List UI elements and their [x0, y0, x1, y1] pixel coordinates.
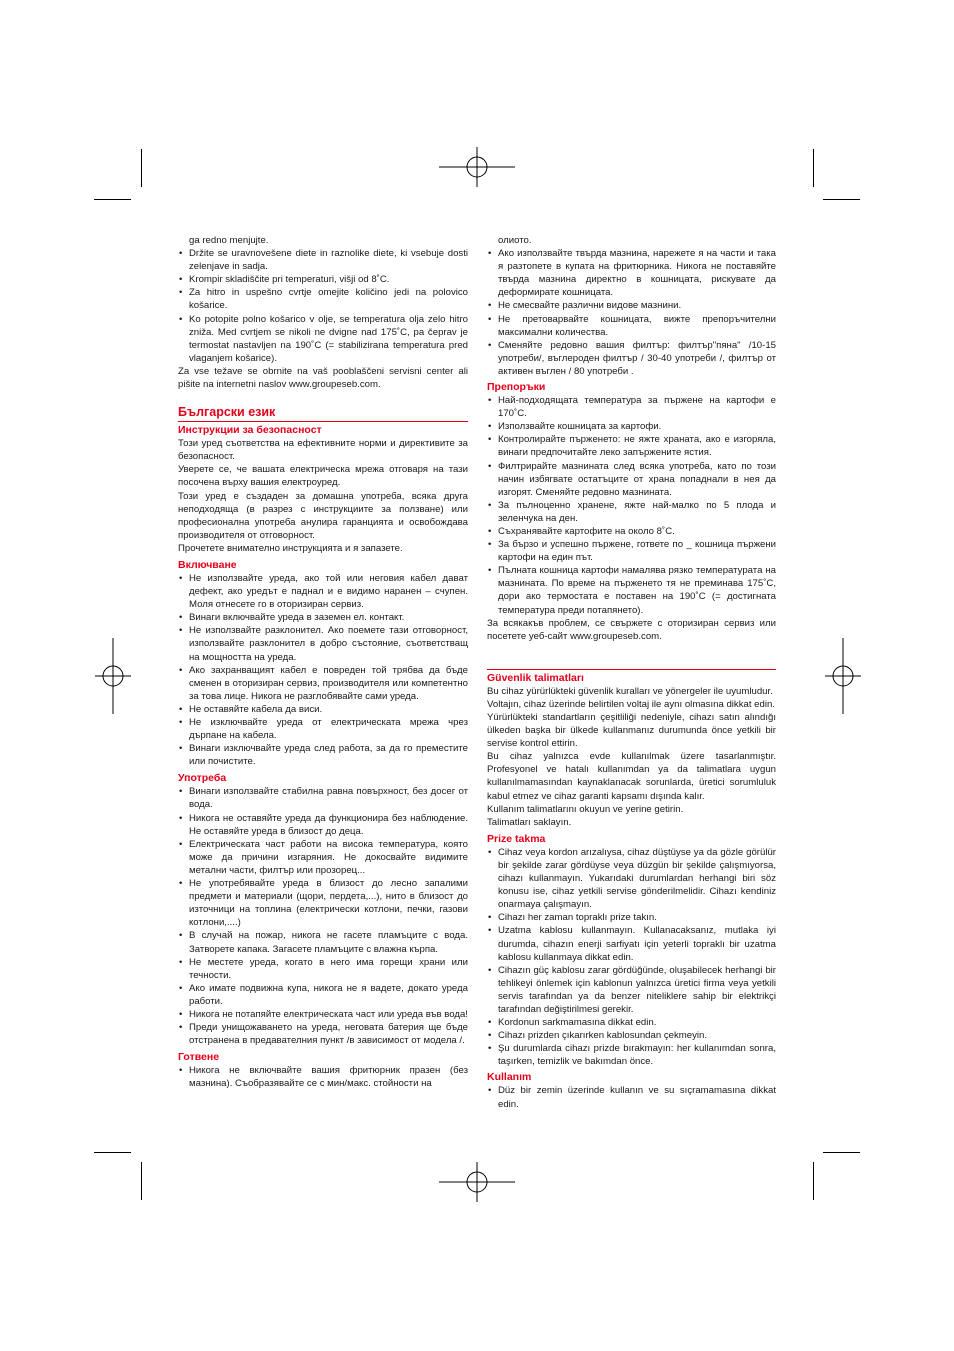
- turkish-safety-paragraphs: [487, 685, 776, 829]
- language-heading-bulgarian: Български език: [178, 405, 468, 422]
- list-item: • Не използвайте разклонител. Ако поемете тази отговорност, използвайте разклонител в добро състояние, съответстващ на мощността на уреда.: [178, 624, 468, 663]
- list-item: • Не употребявайте уреда в близост до лесно запалими предмети и материали (щори, пердета,...), нито в близост до източници на топлина (електрически котлони, печки, газови котлони,....): [178, 877, 468, 929]
- list-item: • Никога не включвайте вашия фритюрник празен (без мазнина). Съобразявайте се с мин/макс. стойности на: [178, 1064, 468, 1090]
- paragraph: Уверете се, че вашата електрическа мрежа отговаря на тази посочена върху вашия електроуред.: [178, 464, 468, 489]
- registration-mark-right: [823, 636, 863, 716]
- list-item: • Düz bir zemin üzerinde kullanın ve su sıçramamasına dikkat edin.: [487, 1084, 776, 1110]
- paragraph: Yürürlükteki standartların çeşitliliği nedeniyle, cihazı satın alındığı ülkeden başka bir ülkede kullanmanız durumunda önce yetkili bir servise kontrol ettirin.: [487, 712, 776, 750]
- right-column: [487, 234, 776, 1111]
- usage-tr-list: [487, 1084, 776, 1110]
- registration-mark-left: [93, 636, 133, 716]
- list-item: • Контролирайте пърженето: не яжте храната, ако е изгоряла, винаги предпочитайте леко запържените ястия.: [487, 433, 776, 459]
- list-item: • Филтрирайте мазнината след всяка употреба, като по този начин избягвате остатъците от храна попаднали в нея да изгорят. Сменяйте редовно мазнината.: [487, 460, 776, 499]
- list-item: • Şu durumlarda cihazı prizde bırakmayın: her kullanımdan sonra, taşırken, temizlik ve bakımdan önce.: [487, 1042, 776, 1068]
- list-item: • Винаги изключвайте уреда след работа, за да го преместите или почистите.: [178, 742, 468, 768]
- list-item: • Най-подходящата температура за пържене на картофи е 170˚C.: [487, 394, 776, 420]
- list-item: • Съхранявайте картофите на около 8˚C.: [487, 525, 776, 538]
- list-item: • Не оставяйте кабела да виси.: [178, 703, 468, 716]
- list-item: • Не използвайте уреда, ако той или неговия кабел дават дефект, ако уредът е паднал и е видимо наранен – счупен. Моля отнесете го в оторизиран сервиз.: [178, 572, 468, 611]
- paragraph: Този уред е създаден за домашна употреба, всяка друга неподходяща (в разрез с инструкциите за ползване) или професионална употреба анулира гаранцията и освобождава производителя от отговорност.: [178, 490, 468, 541]
- list-item: • Винаги използвайте стабилна равна повърхност, без досег от вода.: [178, 785, 468, 811]
- list-item: • Cihaz veya kordon arızalıysa, cihaz düştüyse ya da gözle görülür bir şekilde zarar gördüyse veya düzgün bir şekilde çalışmıyorsa, cihazı kullanmayın. Yukarıdaki durumlardan herhangi biri söz konusu ise, cihaz yetkili servise gönderilmelidir. Cihazı kendiniz onarmaya çalışmayın.: [487, 846, 776, 911]
- paragraph: Bu cihaz yalnızca evde kullanılmak üzere tasarlanmıştır. Profesyonel ve hatalı kullanımdan ya da talimatlara uygun kullanılmamasından kaynaklanacak sorunlarda, üretici sorumluluk kabul etmez ve cihaz garanti kapsamı dışında kalır.: [487, 751, 776, 802]
- paragraph: Прочетете внимателно инструкцията и я запазете.: [178, 542, 403, 554]
- list-item: • Пълната кошница картофи намалява рязко температурата на мазнината. По време на пърженето тя не преминава 175˚C, дори ако термостата е поставен на 190˚C (= достигната температура преди потапянето).: [487, 564, 776, 616]
- continued-list: [487, 247, 776, 378]
- list-item: • Не местете уреда, когато в него има горещи храни или течности.: [178, 956, 468, 982]
- turkish-safety-heading: Güvenlik talimatları: [487, 671, 584, 684]
- intro-bullet-list: [178, 247, 468, 365]
- list-item: • Не изключвайте уреда от електрическата мрежа чрез дърпане на кабела.: [178, 716, 468, 742]
- plug-list: [487, 846, 776, 1069]
- list-item: • Uzatma kablosu kullanmayın. Kullanacaksanız, mutlaka iyi durumda, cihazın enerji sarfiyatı için yeterli topraklı bir uzatma kablosu kullanmaya dikkat edin.: [487, 924, 776, 963]
- list-item: • Za hitro in uspešno cvrtje omejite količino jedi na polovico košarice.: [178, 286, 468, 312]
- paragraph: Kullanım talimatlarını okuyun ve yerine getirin.: [487, 803, 684, 815]
- left-column: [178, 234, 468, 1090]
- list-item: • В случай на пожар, никога не гасете пламъците с вода. Затворете капака. Загасете пламъците с влажна кърпа.: [178, 929, 468, 955]
- list-item: • Използвайте кошницата за картофи.: [487, 420, 776, 433]
- list-item: • Ако имате подвижна купа, никога не я вадете, докато уреда работи.: [178, 982, 468, 1008]
- usage-tr-heading: Kullanım: [487, 1071, 532, 1084]
- service-note: Za vse težave se obrnite na vaš pooblaščeni servisni center ali pišite na internetni naslov www.groupeseb.com.: [178, 365, 468, 391]
- paragraph: Voltajın, cihaz üzerinde belirtilen voltaj ile aynı olmasına dikkat edin.: [487, 698, 775, 710]
- cooking-list: [178, 1064, 468, 1090]
- list-item: • Никога не потапяйте електрическата част или уреда във вода!: [178, 1008, 468, 1021]
- list-item: • Cihazın güç kablosu zarar gördüğünde, oluşabilecek herhangi bir tehlikeyi önlemek için kablonun yalnızca üretici firma veya yetkili servis tarafından ya da benzer niteliklere sahip bir elektrikçi tarafından değiştirilmesi gerekir.: [487, 964, 776, 1016]
- safety-paragraphs: [178, 437, 468, 555]
- tips-list: [487, 394, 776, 617]
- paragraph: Този уред съответства на ефективните норми и директивите за безопасност.: [178, 438, 468, 463]
- continued-line: олиото.: [498, 235, 532, 246]
- list-item: • За бързо и успешно пържене, гответе по _ кошница пържени картофи на един път.: [487, 538, 776, 564]
- tips-heading: Препоръки: [487, 381, 546, 394]
- registration-mark-bottom: [437, 1160, 517, 1204]
- list-item: • Držite se uravnovešene diete in raznolike diete, ki vsebuje dosti zelenjave in sadja.: [178, 247, 468, 273]
- plug-heading: Prize takma: [487, 832, 546, 845]
- safety-heading: Инструкции за безопасност: [178, 424, 322, 437]
- list-item: • За пълноценно хранене, яжте най-малко по 5 плода и зеленчука на ден.: [487, 499, 776, 525]
- list-item: • Cihazı prizden çıkarırken kablosundan çekmeyin.: [487, 1029, 776, 1042]
- switch-on-heading: Включване: [178, 558, 237, 571]
- list-item: • Сменяйте редовно вашия филтър: филтър"пяна" /10-15 употреби/, въглероден филтър / 30-40 употреби /, филтър от активен въглен / 80 употреби .: [487, 339, 776, 378]
- paragraph: Talimatları saklayın.: [487, 816, 572, 828]
- intro-lines: [178, 234, 468, 247]
- cooking-heading: Готвене: [178, 1051, 220, 1064]
- registration-mark-top: [437, 145, 517, 189]
- section-divider: [487, 669, 776, 670]
- usage-list: [178, 785, 468, 1047]
- list-item: • Не претоварвайте кошницата, вижте препоръчителни максимални количества.: [487, 313, 776, 339]
- list-item: • Електрическата част работи на висока температура, която може да причини изгаряния. Не докосвайте видимите метални части, филтър или прозорец...: [178, 838, 468, 877]
- list-item: • Ko potopite polno košarico v olje, se temperatura olja zelo hitro zniža. Med cvrtjem se nikoli ne dvigne nad 175˚C, pa čeprav je termostat nastavljen na 190˚C (= stabilizirana temperatura pred vlaganjem košarice).: [178, 313, 468, 365]
- list-item: • Krompir skladiščite pri temperaturi, višji od 8˚C.: [178, 273, 468, 286]
- switch-on-list: [178, 572, 468, 768]
- paragraph: ga redno menjujte.: [189, 235, 269, 246]
- list-item: • Kordonun sarkmamasına dikkat edin.: [487, 1016, 776, 1029]
- usage-heading: Употреба: [178, 772, 227, 785]
- tips-service-note: За всякакъв проблем, се свържете с оторизиран сервиз или посетете уеб-сайт www.groupeseb.com.: [487, 617, 776, 642]
- list-item: • Винаги включвайте уреда в заземен ел. контакт.: [178, 611, 468, 624]
- paragraph: Bu cihaz yürürlükteki güvenlik kuralları ve yönergeler ile uyumludur.: [487, 685, 773, 697]
- list-item: • Ако използвайте твърда мазнина, нарежете я на части и така я разтопете в купата на фритюрника. Никога не поставяйте твърда мазнина директно в кошницата, рискувате да деформирате кошницата.: [487, 247, 776, 299]
- list-item: • Преди унищожаването на уреда, неговата батерия ще бъде отстранена в предавателния пункт /в зависимост от модела /.: [178, 1021, 468, 1047]
- list-item: • Ако захранващият кабел е повреден той трябва да бъде сменен в оторизиран сервиз, производителя или компетентно за това лице. Никога не разглобявайте сами уреда.: [178, 664, 468, 703]
- list-item: • Cihazı her zaman topraklı prize takın.: [487, 911, 776, 924]
- list-item: • Никога не оставяйте уреда да функционира без наблюдение. Не оставяйте уреда в близост до деца.: [178, 812, 468, 838]
- list-item: • Не смесвайте различни видове мазнини.: [487, 299, 776, 312]
